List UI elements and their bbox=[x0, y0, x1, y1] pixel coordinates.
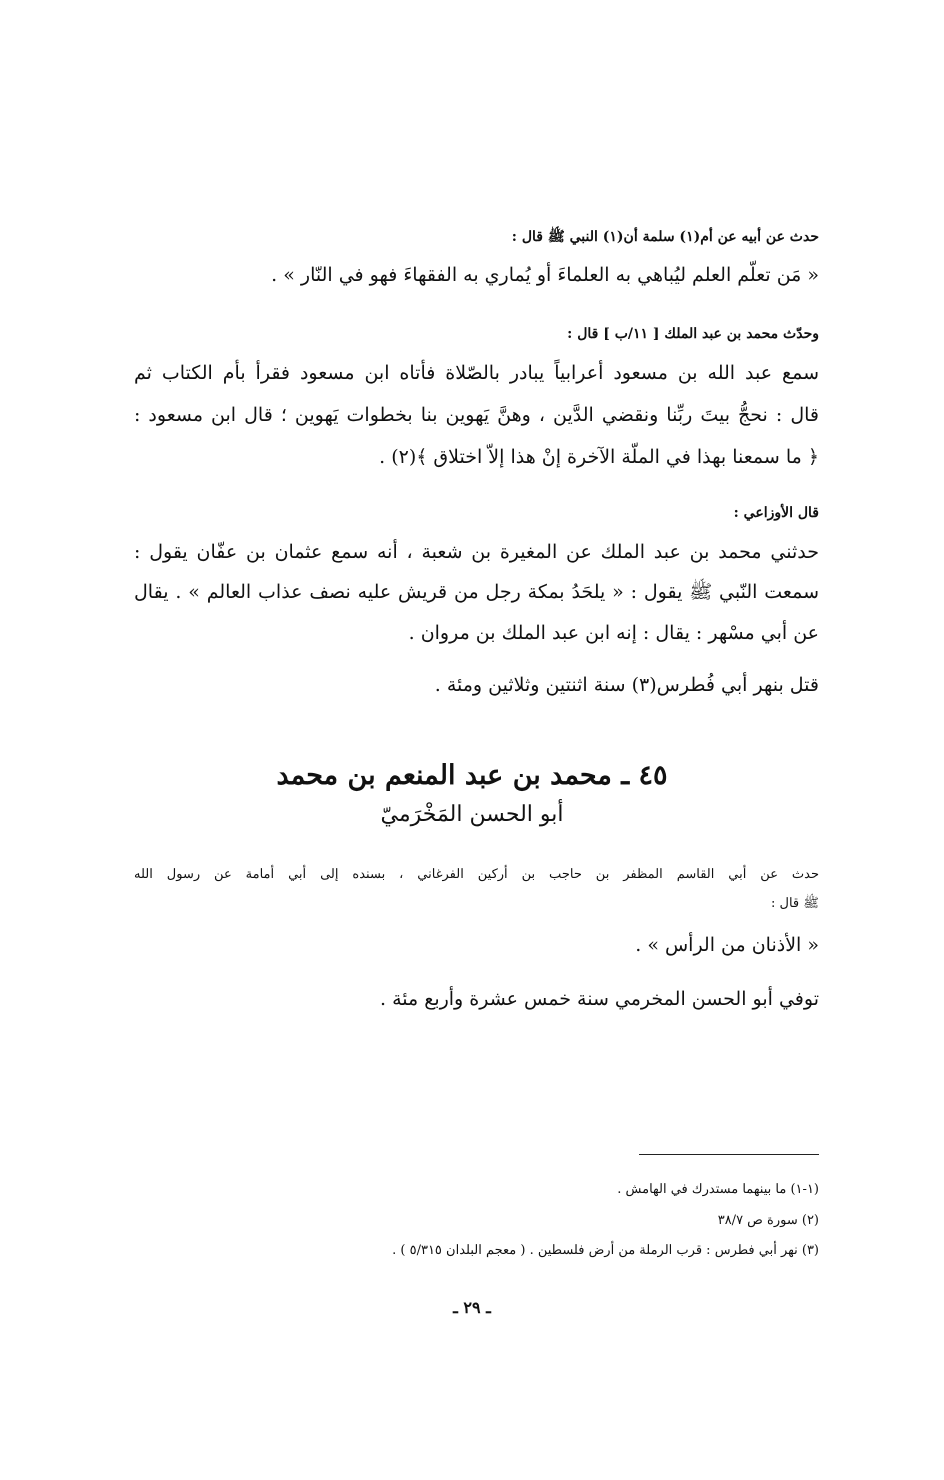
body-text-line: عن أبي مسْهر : يقال : إنه ابن عبد الملك بن مروان . bbox=[408, 622, 819, 644]
page-number: ـ ٢٩ ـ bbox=[453, 1298, 491, 1317]
hadith-text: « مَن تعلّم العلم ليُباهي به العلماءَ أو يُماري به الفقهاءَ فهو في النّار » . bbox=[271, 264, 819, 286]
narration-line: حدث عن أبيه عن أم(١) سلمة أن(١) النبي ﷺ قال : bbox=[511, 229, 819, 245]
entry-title: ٤٥ ـ محمد بن عبد المنعم بن محمد bbox=[276, 760, 668, 791]
footnote: (٣) نهر أبي فطرس : قرب الرملة من أرض فلسطين . ( معجم البلدان ٥/٣١٥ ) . bbox=[392, 1243, 819, 1258]
body-text-line: سمعت النّبي ﷺ يقول : « يلحَدُ بمكة رجل من قريش عليه نصف عذاب العالم » . يقال bbox=[134, 581, 819, 603]
quran-verse: ﴿ ما سمعنا بهذا في الملّة الآخرة إنْ هذا إلاّ اختلاق ﴾(٢) . bbox=[379, 446, 819, 468]
body-text-line: حدث عن أبي القاسم المظفر بن حاجب بن أركين الفرغاني ، بسنده إلى أبي أمامة عن رسول الله bbox=[134, 867, 819, 882]
hadith-text: « الأذنان من الرأس » . bbox=[635, 934, 819, 956]
narration-line: وحدّث محمد بن عبد الملك [ ١١/ب ] قال : bbox=[567, 326, 819, 342]
entry-subtitle: أبو الحسن المَخْرَميّ bbox=[380, 802, 564, 827]
body-text-line: قال : نحجُّ بيتَ ربِّنا ونقضي الدَّين ، وهنَّ يَهوين بنا بخطوات يَهوين ؛ قال ابن مسعود : bbox=[134, 404, 819, 426]
footnote: (٢) سورة ص ٣٨/٧ bbox=[717, 1213, 819, 1228]
body-text-line: سمع عبد الله بن مسعود أعرابياً يبادر بالصّلاة فأتاه ابن مسعود فقرأ بأم الكتاب ثم bbox=[134, 362, 819, 384]
body-text-line: قتل بنهر أبي فُطرس(٣) سنة اثنتين وثلاثين ومئة . bbox=[434, 674, 819, 696]
narration-line: قال الأوزاعي : bbox=[733, 505, 819, 521]
body-text-line: حدثني محمد بن عبد الملك عن المغيرة بن شعبة ، أنه سمع عثمان بن عفّان يقول : bbox=[134, 541, 819, 563]
body-text-line: ﷺ قال : bbox=[771, 896, 819, 911]
footnote: (١-١) ما بينهما مستدرك في الهامش . bbox=[617, 1182, 819, 1197]
footnote-divider bbox=[639, 1154, 819, 1155]
body-text-line: توفي أبو الحسن المخرمي سنة خمس عشرة وأربع مئة . bbox=[379, 988, 819, 1010]
